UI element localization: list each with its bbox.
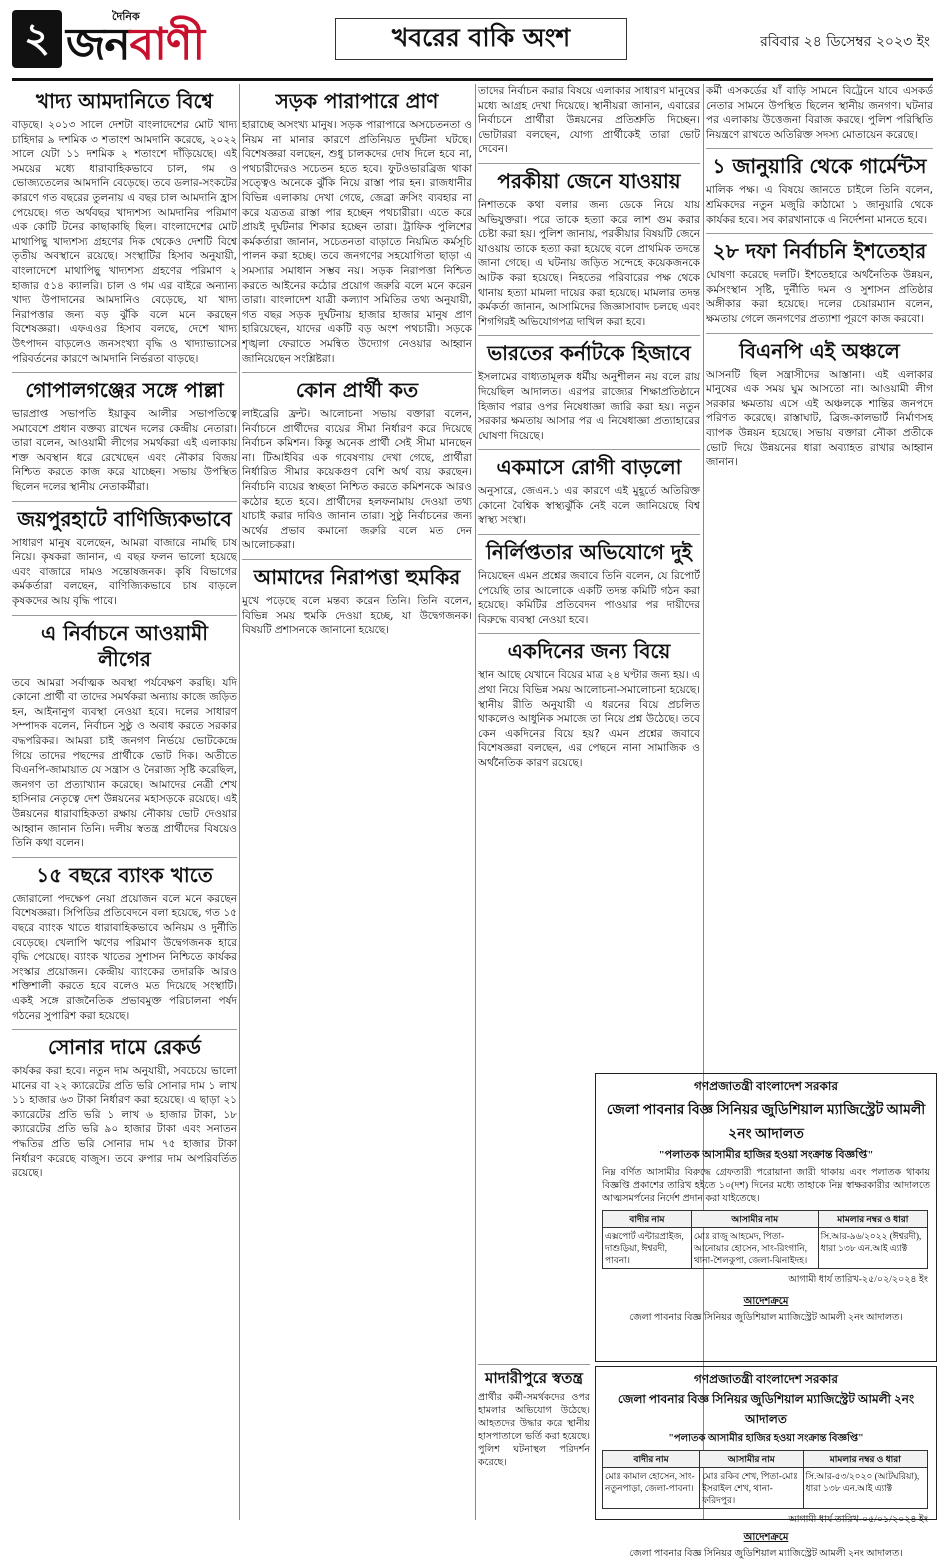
article-headline: ভারতের কর্নাটকে হিজাবে: [478, 335, 700, 366]
madaripur-article: [478, 1360, 590, 1520]
table-header: বাদীর নাম: [603, 1211, 692, 1228]
table-row: [603, 1468, 928, 1509]
ad-case-table: [602, 1210, 928, 1269]
article-body: তবে আমরা সর্বাত্মক অবস্থা পর্যবেক্ষণ করছি। যদি কোনো প্রার্থী বা তাদের সমর্থকরা অন্যায় কাজে জড়িত হন, আইনানুগ ব্যবস্থা নেওয়া হবে। দলের সাধারণ সম্পাদক বলেন, নির্বাচন সুষ্ঠু ও অবাধ করতে সরকার বদ্ধপরিকর। আমরা চাই জনগণ নির্ভয়ে ভোটকেন্দ্রে গিয়ে তাদের পছন্দের প্রার্থীকে ভোট দিক। অতীতে বিএনপি-জামায়াত যে সন্ত্রাস ও নৈরাজ্য সৃষ্টি করেছিল, জনগণ তা প্রত্যাখ্যান করেছে। আমাদের নেত্রী শেখ হাসিনার নেতৃত্বে দেশ উন্নয়নের মহাসড়কে রয়েছে। এই উন্নয়নের ধারাবাহিকতা রক্ষায় নৌকায় ভোট দেওয়ার আহ্বান জানান তিনি। দলীয় স্বতন্ত্র প্রার্থীদের বিষয়েও তিনি কথা বলেন।: [12, 676, 237, 850]
plaintiff-cell: মোঃ কামাল হোসেন, সাং-নতুনপাড়া, জেলা-পাবনা।: [603, 1468, 700, 1509]
article-headline: ১ জানুয়ারি থেকে গার্মেন্টস: [706, 148, 933, 179]
logo-wordmark: [66, 20, 204, 70]
article-headline: গোপালগঞ্জের সঙ্গে পাল্লা: [12, 372, 237, 403]
logo-daily-label: দৈনিক: [112, 10, 140, 23]
article: [478, 335, 700, 443]
table-header: আসামীর নাম: [691, 1211, 818, 1228]
article: [242, 372, 472, 553]
article: [478, 534, 700, 627]
article-body: মালিক পক্ষ। এ বিষয়ে জানতে চাইলে তিনি বলেন, শ্রমিকদের নতুন মজুরি কাঠামো ১ জানুয়ারি থেকে কার্যকর হবে। সব কারখানাকে এ নির্দেশনা মানতে হবে।: [706, 184, 933, 226]
ad-next-date: আগামী ধার্য তারিখ-০৫/০১/২০২৪ ইং: [788, 1515, 928, 1525]
article-body: কর্মী এসকর্ডের যাঁ বাড়ি সামনে বিট্রেনে যাবে এসকর্ড নেতার সামনে উপস্থিত ছিলেন স্থানীয় জনগণ। ঘটনার পর এলাকায় উত্তেজনা বিরাজ করছে। পুলিশ পরিস্থিতি নিয়ন্ত্রণে রাখতে অতিরিক্ত সদস্য মোতায়েন করেছে।: [706, 85, 933, 141]
article-body: নিশাতকে কথা বলার জন্য ডেকে নিয়ে যায় অভিযুক্তরা। পরে তাকে হত্যা করে লাশ গুম করার চেষ্টা করা হয়। পুলিশ জানায়, পরকীয়ার বিষয়টি জেনে যাওয়ায় তাকে হত্যা করা হয়েছে বলে প্রাথমিক তদন্তে জানা গেছে। এ ঘটনায় জড়িত সন্দেহে কয়েকজনকে আটক করা হয়েছে। নিহতের পরিবারের পক্ষ থেকে থানায় হত্যা মামলা দায়ের করা হয়েছে। মামলার তদন্ত কর্মকর্তা জানান, আসামিদের জিজ্ঞাসাবাদ চলছে এবং শিগগিরই অভিযোগপত্র দাখিল করা হবে।: [478, 198, 700, 328]
column-1: [12, 84, 237, 1520]
article-headline: জয়পুরহাটে বাণিজ্যিকভাবে: [12, 501, 237, 532]
masthead-rule: [12, 78, 933, 81]
article-body: ভারপ্রাপ্ত সভাপতি ইয়াকুব আলীর সভাপতিত্বে সমাবেশে প্রধান বক্তব্য রাখেন দলের কেন্দ্রীয় নেতারা। তারা বলেন, আওয়ামী লীগের সমর্থকরা এই এলাকায় শক্ত অবস্থান ধরে রেখেছেন এবং নৌকার বিজয় নিশ্চিত করতে কাজ করে যাচ্ছেন। সভায় উপস্থিত ছিলেন দলের স্থানীয় নেতাকর্মীরা।: [12, 408, 237, 494]
article: [242, 559, 472, 638]
accused-cell: মোঃ রাজু আহমেদ, পিতা-আনোয়ার হোসেন, সাং-রিংগানি, থানা-শৈলকুপা, জেলা-ঝিনাইদহ।: [691, 1228, 818, 1269]
article-body: লাইব্রেরি ফ্রন্ট। আলোচনা সভায় বক্তারা বলেন, নির্বাচনে প্রার্থীদের ব্যয়ের সীমা নির্ধারণ করে দিয়েছে নির্বাচন কমিশন। কিন্তু অনেক প্রার্থী সেই সীমা মানছেন না। টিআইবির এক গবেষণায় দেখা গেছে, প্রার্থীরা নির্ধারিত সীমার কয়েকগুণ বেশি অর্থ ব্যয় করছেন। নির্বাচনি ব্যয়ের স্বচ্ছতা নিশ্চিত করতে কমিশনকে আরও কঠোর হতে হবে। প্রার্থীদের হলফনামায় দেওয়া তথ্য যাচাই করার দাবিও জানান তারা। সুষ্ঠু নির্বাচনের জন্য অর্থের প্রভাব কমানো জরুরি বলে মত দেন আলোচকরা।: [242, 408, 472, 552]
article-body: ইসলামের বাধ্যতামূলক ধর্মীয় অনুশীলন নয় বলে রায় দিয়েছিল আদালত। এরপর রাজ্যের শিক্ষাপ্রতিষ্ঠানে হিজাব পরার ওপর নিষেধাজ্ঞা জারি করা হয়। নতুন সরকার ক্ষমতায় আসার পর এ নিষেধাজ্ঞা প্রত্যাহারের ঘোষণা দিয়েছে।: [478, 371, 700, 442]
article-body: তাদের নির্বাচন করার বিষয়ে এলাকার সাধারণ মানুষের মধ্যে আগ্রহ দেখা দিয়েছে। স্থানীয়রা জানান, এবারের নির্বাচনে প্রার্থীরা উন্নয়নের প্রতিশ্রুতি দিচ্ছেন। ভোটাররা বলছেন, যোগ্য প্রার্থীকেই তারা ভোট দেবেন।: [478, 85, 700, 156]
ad-court-name: জেলা পাবনার বিজ্ঞ সিনিয়র জুডিশিয়াল ম্যাজিস্ট্রেট আমলী ২নং আদালত: [606, 1103, 926, 1142]
article-body: জোরালো পদক্ষেপ নেয়া প্রয়োজন বলে মনে করছেন বিশেষজ্ঞরা। সিপিডির প্রতিবেদনে বলা হয়েছে, গত ১৫ বছরে ব্যাংক খাতে ধারাবাহিকভাবে অনিয়ম ও দুর্নীতি বেড়েছে। খেলাপি ঋণের পরিমাণ উদ্বেগজনক হারে বৃদ্ধি পেয়েছে। ব্যাংক খাতের সুশাসন নিশ্চিতে কার্যকর সংস্কার প্রয়োজন। কেন্দ্রীয় ব্যাংকের তদারকি আরও শক্তিশালী করতে হবে বলেও মত দিয়েছে সংস্থাটি। একই সঙ্গে রাজনৈতিক প্রভাবমুক্ত পরিচালনা পর্ষদ গঠনের সুপারিশ করা হয়েছে।: [12, 892, 237, 1022]
case-cell: সি.আর-৯৬/২০২২ (ঈশ্বরদী), ধারা ১৩৮ এন.আই এ্যাক্ট: [818, 1228, 927, 1269]
article-headline: পরকীয়া জেনে যাওয়ায়: [478, 163, 700, 194]
court-notice-ad-2: [595, 1366, 937, 1559]
article-body: স্থান আছে যেখানে বিয়ের মাত্র ২৪ ঘণ্টার জন্য হয়। এ প্রথা নিয়ে বিভিন্ন সময় আলোচনা-সমালোচনা হয়েছে। স্থানীয় রীতি অনুযায়ী এ ধরনের বিয়ে প্রচলিত থাকলেও আধুনিক সমাজে তা নিয়ে প্রশ্ন উঠেছে। তবে কেন একদিনের বিয়ে হয়? এমন প্রশ্নের জবাবে বিশেষজ্ঞরা বলছেন, এর পেছনে নানা সামাজিক ও অর্থনৈতিক কারণ রয়েছে।: [478, 669, 700, 769]
article-headline: নির্লিপ্ততার অভিযোগে দুই: [478, 534, 700, 565]
ad-signature: জেলা পাবনার বিজ্ঞ সিনিয়র জুডিশিয়াল ম্যাজিস্ট্রেট আমলী ২নং আদালত।: [629, 1549, 903, 1559]
article-body: ঘোষণা করেছে দলটি। ইশতেহারে অর্থনৈতিক উন্নয়ন, কর্মসংস্থান সৃষ্টি, দুর্নীতি দমন ও সুশাসন প্রতিষ্ঠার অঙ্গীকার করা হয়েছে। দলের চেয়ারম্যান বলেন, ক্ষমতায় গেলে জনগণের প্রত্যাশা পূরণে কাজ করবো।: [706, 269, 933, 325]
court-notice-ad-1: [595, 1073, 937, 1362]
article-headline: ১৫ বছরে ব্যাংক খাতে: [12, 857, 237, 888]
column-divider: [475, 84, 476, 1520]
plaintiff-cell: এক্সপোর্ট এন্টারপ্রাইজ, দাশুড়িয়া, ঈশ্বরদী, পাবনা।: [603, 1228, 692, 1269]
table-header: আসামীর নাম: [700, 1451, 803, 1468]
table-header: মামলার নম্বর ও ধারা: [818, 1211, 927, 1228]
article-body: বাড়ছে। ২০১৩ সালে দেশটা বাংলাদেশের মোট খাদ্য চাহিদার ৯ দশমিক ৩ শতাংশ আমদানি করেছে, ২০২২ সালে যেটা ১১ দশমিক ২ শতাংশে দাঁড়িয়েছে। এই সময়ের মধ্যে ধারাবাহিকভাবে চাল, গম ও ভোজ্যতেলের আমদানি বেড়েছে। তবে ডলার-সংকটের কারণে গত বছরের তুলনায় এ বছর চাল আমদানি হ্রাস পেয়েছে। গত অর্থবছর খাদ্যশস্য আমদানির পরিমাণ এক কোটি টনের কাছাকাছি ছিল। বাংলাদেশের মোট মাথাপিছু খাদ্যশস্য গ্রহণের দিক থেকেও দেশটি বিশ্বে তৃতীয় অবস্থানে রয়েছে। সংস্থাটির হিসাব অনুযায়ী, বাংলাদেশে মাথাপিছু খাদ্যশস্য গ্রহণের পরিমাণ ২ হাজার ৫১৪ ক্যালরি। চাল ও গম এর বাইরে অন্যান্য খাদ্য উপাদানের আমদানিও বেড়েছে, যা খাদ্য নিরাপত্তার জন্য বড় ঝুঁকি বলে মনে করছেন বিশেষজ্ঞরা। এফএওর হিসাব বলছে, দেশে খাদ্য উৎপাদন বাড়লেও জনসংখ্যা বৃদ্ধি ও খাদ্যাভ্যাসের পরিবর্তনের কারণে আমদানি নির্ভরতা বাড়ছে।: [12, 119, 237, 365]
column-2: [242, 84, 472, 1520]
page-number: ২: [12, 10, 62, 68]
article: [478, 84, 700, 157]
ad-next-date: আগামী ধার্য তারিখ-২৫/০২/২০২৪ ইং: [788, 1275, 928, 1285]
article-body: হারাচ্ছে অসংখ্য মানুষ। সড়ক পারাপারে অসচেতনতা ও নিয়ম না মানার কারণে প্রতিনিয়ত দুর্ঘটনা ঘটছে। বিশেষজ্ঞরা বলছেন, শুধু চালকদের দোষ দিলে হবে না, পথচারীদেরও সচেতন হতে হবে। ফুটওভারব্রিজ থাকা সত্ত্বেও অনেকে ঝুঁকি নিয়ে রাস্তা পার হন। রাজধানীর বিভিন্ন এলাকায় দেখা গেছে, জেব্রা ক্রসিং ব্যবহার না করে যত্রতত্র রাস্তা পার হচ্ছেন পথচারীরা। এতে করে প্রায়ই দুর্ঘটনার শিকার হচ্ছেন তারা। ট্রাফিক পুলিশের কর্মকর্তারা জানান, সচেতনতা বাড়াতে নিয়মিত কর্মসূচি পালন করা হচ্ছে। তবে জনগণের সহযোগিতা ছাড়া এ সমস্যার সমাধান সম্ভব নয়। সড়ক নিরাপত্তা নিশ্চিত করতে আইনের কঠোর প্রয়োগ জরুরি বলে মনে করেন তারা। বাংলাদেশ যাত্রী কল্যাণ সমিতির তথ্য অনুযায়ী, গত বছর সড়ক দুর্ঘটনায় হাজার হাজার মানুষ প্রাণ হারিয়েছেন, যাদের একটি বড় অংশ পথচারী। সড়কে শৃঙ্খলা ফেরাতে সমন্বিত উদ্যোগ নেওয়ার আহ্বান জানিয়েছেন সংশ্লিষ্টরা।: [242, 119, 472, 365]
article: [706, 233, 933, 326]
article-body: মুখে পড়েছে বলে মন্তব্য করেন তিনি। তিনি বলেন, বিভিন্ন সময় হুমকি দেওয়া হচ্ছে, যা উদ্বেগজনক। বিষয়টি প্রশাসনকে জানানো হয়েছে।: [242, 595, 472, 637]
article: [12, 1029, 237, 1181]
article-headline: খাদ্য আমদানিতে বিশ্বে: [36, 89, 213, 113]
article-body: অনুসারে, জেএন.১ এর কারণে এই মুহূর্তে অতিরিক্ত কোনো বৈশ্বিক স্বাস্থ্যঝুঁকি নেই বলে জানিয়েছে বিশ্ব স্বাস্থ্য সংস্থা।: [478, 485, 700, 527]
ad-notice-title: "পলাতক আসামীর হাজির হওয়া সংক্রান্ত বিজ্ঞপ্তি": [668, 1433, 864, 1444]
column-divider: [239, 84, 240, 1520]
ad-government-header: গণপ্রজাতন্ত্রী বাংলাদেশ সরকার: [693, 1372, 839, 1386]
article-body: নিয়েছেন এমন প্রশ্নের জবাবে তিনি বলেন, যে রিপোর্ট পেয়েছি তার আলোকে একটি তদন্ত কমিটি গঠন করা হয়েছে। কমিটির প্রতিবেদন পাওয়ার পর দায়ীদের বিরুদ্ধে ব্যবস্থা নেওয়া হবে।: [478, 570, 700, 626]
article-headline: ২৮ দফা নির্বাচনি ইশতেহার: [706, 233, 933, 264]
article-body: আসনটি ছিল সন্ত্রাসীদের আস্তানা। এই এলাকার মানুষের এক সময় ঘুম আসতো না। আওয়ামী লীগ সরকার ক্ষমতায় এসে এই অঞ্চলকে শান্তির জনপদে পরিণত করেছে। রাস্তাঘাট, ব্রিজ-কালভার্ট নির্মাণসহ ব্যাপক উন্নয়ন হয়েছে। সভায় বক্তারা নৌকা প্রতীকে ভোট দিয়ে উন্নয়নের ধারা অব্যাহত রাখার আহ্বান জানান।: [706, 368, 933, 469]
logo-part-2: বাণী: [129, 19, 205, 70]
ad-notice-text: নিম্ন বর্ণিত আসামীর বিরুদ্ধে গ্রেফতারী পরোয়ানা জারী থাকায় এবং পলাতক থাকায় বিজ্ঞপ্তি প্রকাশের তারিখ হইতে ১০(দশ) দিনের মধ্যে তাহাকে নিম্ন স্বাক্ষরকারীর আদালতে আত্মসমর্পনের নির্দেশ প্রদান করা যাইতেছে।: [602, 1168, 930, 1204]
article-body: কার্যকর করা হবে। নতুন দাম অনুযায়ী, সবচেয়ে ভালো মানের বা ২২ ক্যারেটের প্রতি ভরি সোনার দাম ১ লাখ ১১ হাজার ৬৩ টাকা নির্ধারণ করা হয়েছে। এ ছাড়া ২১ ক্যারেটের প্রতি ভরি ১ লাখ ৬ হাজার টাকা, ১৮ ক্যারেটের প্রতি ভরি ৯০ হাজার টাকা এবং সনাতন পদ্ধতির প্রতি ভরি সোনার দাম ৭৫ হাজার টাকা নির্ধারণ করেছে বাজুস। তবে রুপার দাম অপরিবর্তিত রয়েছে।: [12, 1065, 237, 1180]
article-headline: সড়ক পারাপারে প্রাণ: [275, 89, 439, 113]
article-headline: একমাসে রোগী বাড়লো: [478, 449, 700, 480]
ad-order-label: আদেশক্রমে: [743, 1532, 789, 1543]
article-headline: কোন প্রার্থী কত: [242, 372, 472, 403]
table-header: মামলার নম্বর ও ধারা: [803, 1451, 927, 1468]
article: [706, 333, 933, 470]
article-headline: একদিনের জন্য বিয়ে: [478, 633, 700, 664]
article-headline: মাদারীপুরে স্বতন্ত্র: [478, 1364, 590, 1387]
ad-order-label: আদেশক্রমে: [743, 1296, 789, 1307]
article: [478, 633, 700, 770]
table-header: বাদীর নাম: [603, 1451, 700, 1468]
ad-signature: জেলা পাবনার বিজ্ঞ সিনিয়র জুডিশিয়াল ম্যাজিস্ট্রেট আমলী ২নং আদালত।: [629, 1313, 903, 1323]
article-headline: সোনার দামে রেকর্ড: [12, 1029, 237, 1060]
issue-date: রবিবার ২৪ ডিসেম্বর ২০২৩ ইং: [760, 34, 930, 50]
article: [478, 163, 700, 329]
ad-case-table: [602, 1450, 928, 1509]
article-headline: বিএনপি এই অঞ্চলে: [706, 333, 933, 364]
article-headline: এ নির্বাচনে আওয়ামী লীগের: [12, 615, 237, 672]
table-row: [603, 1228, 928, 1269]
newspaper-logo: [66, 8, 256, 70]
section-title: খবরের বাকি অংশ: [335, 18, 627, 60]
article: [242, 88, 472, 366]
article-body: প্রার্থীর কর্মী-সমর্থকদের ওপর হামলার অভিযোগ উঠেছে। আহতদের উদ্ধার করে স্থানীয় হাসপাতালে ভর্তি করা হয়েছে। পুলিশ ঘটনাস্থল পরিদর্শন করেছে।: [478, 1392, 590, 1468]
article: [12, 501, 237, 609]
article: [12, 615, 237, 851]
article: [706, 84, 933, 142]
ad-notice-title: "পলাতক আসামীর হাজির হওয়া সংক্রান্ত বিজ্ঞপ্তি": [658, 1149, 874, 1161]
article: [478, 449, 700, 528]
case-cell: সি.আর-৫৩/২০২০ (আটঘরিয়া), ধারা ১৩৮ এন.আই এ্যাক্ট: [803, 1468, 927, 1509]
article: [12, 857, 237, 1023]
logo-part-1: জন: [66, 19, 130, 70]
ad-government-header: গণপ্রজাতন্ত্রী বাংলাদেশ সরকার: [693, 1079, 839, 1093]
article: [12, 372, 237, 495]
accused-cell: মোঃ রকিব শেখ, পিতা-মোঃ ইসরাইল শেখ, থানা-ফরিদপুর।: [700, 1468, 803, 1509]
article-body: সাধারণ মানুষ বলেছেন, আমরা বাজারে নামছি চাষ নিয়ে। কৃষকরা জানান, এ বছর ফলন ভালো হয়েছে এবং বাজারে দামও সন্তোষজনক। কৃষি বিভাগের কর্মকর্তারা বলছেন, বাণিজ্যিকভাবে চাষ বাড়লে কৃষকদের আয় বৃদ্ধি পাবে।: [12, 536, 237, 608]
masthead: [0, 0, 945, 80]
article: [12, 88, 237, 366]
article-headline: আমাদের নিরাপত্তা হুমকির: [242, 559, 472, 590]
column-3: [478, 84, 700, 1069]
ad-court-name: জেলা পাবনার বিজ্ঞ সিনিয়র জুডিশিয়াল ম্যাজিস্ট্রেট আমলী ২নং আদালত: [617, 1392, 915, 1426]
article: [706, 148, 933, 227]
column-4: [706, 84, 933, 1069]
